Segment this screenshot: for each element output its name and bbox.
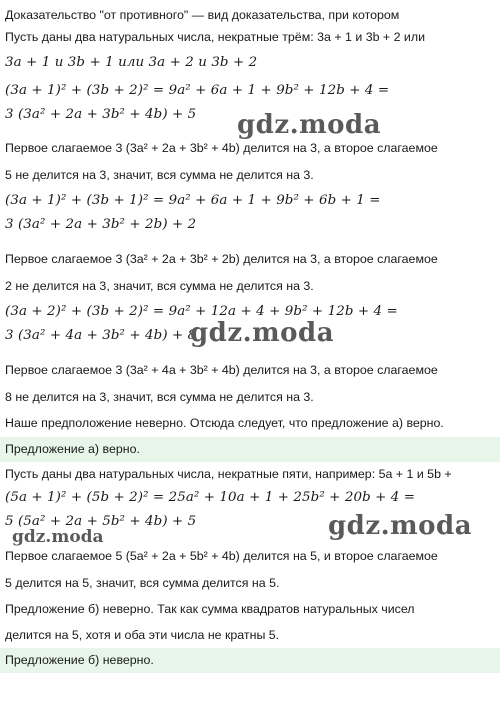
text-line: Пусть даны два натуральных числа, некратные пяти, например: 5a + 1 и 5b + bbox=[5, 467, 452, 481]
math-line: (3a + 1)² + (3b + 1)² = 9a² + 6a + 1 + 9b² + 6b + 1 = bbox=[5, 193, 381, 208]
text-line: 5 делится на 5, значит, вся сумма делится на 5. bbox=[5, 576, 280, 590]
text-line: Наше предположение неверно. Отсюда следует, что предложение а) верно. bbox=[5, 416, 444, 430]
text-line: 8 не делится на 3, значит, вся сумма не делится на 3. bbox=[5, 390, 314, 404]
text-line: делится на 5, хотя и оба эти числа не кратны 5. bbox=[5, 628, 280, 642]
text-line: Первое слагаемое 3 (3a² + 2a + 3b² + 4b) делится на 3, а второе слагаемое bbox=[5, 141, 438, 155]
text-line: Пусть даны два натуральных числа, некратные трём: 3a + 1 и 3b + 2 или bbox=[5, 30, 426, 44]
text-line: Предложение б) неверно. Так как сумма квадратов натуральных чисел bbox=[5, 602, 415, 616]
answer-highlight-a bbox=[0, 437, 500, 462]
text-line: Первое слагаемое 3 (3a² + 2a + 3b² + 2b) делится на 3, а второе слагаемое bbox=[5, 252, 438, 266]
text-line: 2 не делится на 3, значит, вся сумма не делится на 3. bbox=[5, 279, 314, 293]
math-line: (3a + 2)² + (3b + 2)² = 9a² + 12a + 4 + 9b² + 12b + 4 = bbox=[5, 304, 398, 319]
text-line: Первое слагаемое 5 (5a² + 2a + 5b² + 4b) делится на 5, и второе слагаемое bbox=[5, 549, 438, 563]
text-line: Доказательство "от противного" — вид доказательства, при котором bbox=[5, 8, 400, 22]
answer-highlight-b bbox=[0, 648, 500, 673]
text-line: 5 не делится на 3, значит, вся сумма не делится на 3. bbox=[5, 168, 314, 182]
watermark-logo: gdz.moda bbox=[12, 527, 104, 547]
math-line: 3a + 1 и 3b + 1 или 3a + 2 и 3b + 2 bbox=[5, 55, 258, 70]
watermark-logo: gdz.moda bbox=[328, 511, 473, 541]
watermark-logo: gdz.moda bbox=[237, 110, 382, 140]
answer-b: Предложение б) неверно. bbox=[5, 653, 154, 667]
math-line: 5 (5a² + 2a + 5b² + 4b) + 5 bbox=[5, 514, 197, 529]
answer-a: Предложение а) верно. bbox=[5, 442, 140, 456]
math-line: (5a + 1)² + (5b + 2)² = 25a² + 10a + 1 + 25b² + 20b + 4 = bbox=[5, 490, 416, 505]
math-line: 3 (3a² + 2a + 3b² + 4b) + 5 bbox=[5, 107, 197, 122]
text-line: Первое слагаемое 3 (3a² + 4a + 3b² + 4b) делится на 3, а второе слагаемое bbox=[5, 363, 438, 377]
math-line: 3 (3a² + 2a + 3b² + 2b) + 2 bbox=[5, 217, 197, 232]
watermark-logo: gdz.moda bbox=[190, 318, 335, 348]
math-line: (3a + 1)² + (3b + 2)² = 9a² + 6a + 1 + 9b² + 12b + 4 = bbox=[5, 83, 390, 98]
math-line: 3 (3a² + 4a + 3b² + 4b) + 8 bbox=[5, 328, 197, 343]
